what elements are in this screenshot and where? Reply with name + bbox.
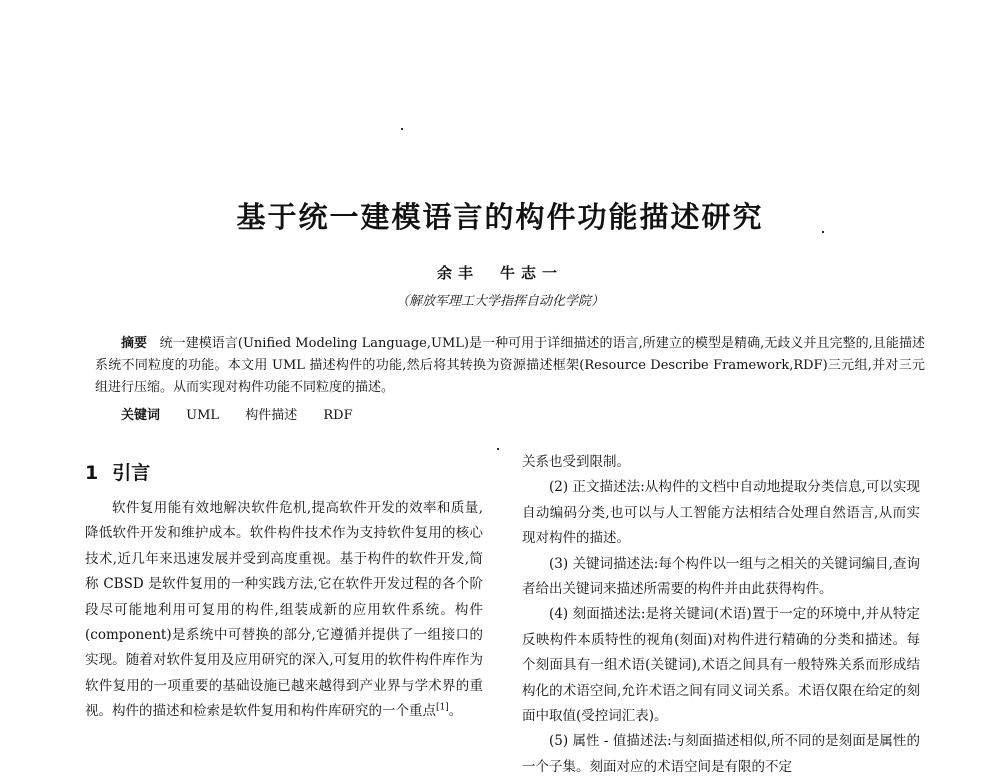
keyword: 构件描述 (245, 408, 298, 423)
abstract-label: 摘要 (121, 336, 148, 351)
paragraph-text: 软件复用能有效地解决软件危机,提高软件开发的效率和质量,降低软件开发和维护成本。软件构件技术作为支持软件复用的核心技术,近几年来迅速发展并受到高度重视。基于构件的软件开发,简称 CBSD 是软件复用的一种实践方法,它在软件开发过程的各个阶段尽可能地利用可复用的构件,组装成新的应用软件系统。构件(component)是系统中可替换的部分,它遵循并提供了一组接口的实现。随着对软件复用及应用研究的深入,可复用的软件构件库作为软件复用的一项重要的基础设施已越来越得到产业界与学术界的重视。构件的描述和检索是软件复用和构件库研究的一个重点 (85, 500, 483, 720)
authors: 余丰 牛志一 (436, 264, 563, 282)
right-column (522, 450, 920, 780)
keywords-label: 关键词 (121, 408, 161, 423)
paper-title: 基于统一建模语言的构件功能描述研究 (236, 200, 764, 234)
scan-speck (497, 448, 499, 450)
list-item: (4) 刻面描述法:是将关键词(术语)置于一定的环境中,并从特定反映构件本质特性的视角(刻面)对构件进行精确的分类和描述。每个刻面具有一组术语(关键词),术语之间具有一般特殊关系而形成结构化的术语空间,允许术语之间有同义词关系。术语仅限在给定的刻面中取值(受控词汇表)。 (522, 606, 920, 725)
abstract (95, 333, 925, 399)
section-number: 1 (85, 462, 99, 484)
section-title: 引言 (112, 462, 151, 484)
citation: [1] (436, 702, 449, 713)
affiliation: （解放军理工大学指挥自动化学院） (395, 294, 604, 309)
keyword: UML (186, 408, 220, 423)
list-item: (5) 属性 - 值描述法:与刻面描述相似,所不同的是刻面是属性的一个子集。刻面对应的术语空间是有限的不定 (522, 733, 920, 775)
abstract-text: 统一建模语言(Unified Modeling Language,UML)是一种可用于详细描述的语言,所建立的模型是精确,无歧义并且完整的,且能描述系统不同粒度的功能。本文用 UML 描述构件的功能,然后将其转换为资源描述框架(Resource Describe Framework,RDF)三元组,并对三元组进行压缩。从而实现对构件功能不同粒度的描述。 (95, 336, 925, 395)
list-item: (3) 关键词描述法:每个构件以一组与之相关的关键词编目,查询者给出关键词来描述所需要的构件并由此获得构件。 (522, 555, 920, 598)
scan-speck (401, 128, 403, 130)
left-column (85, 458, 483, 725)
keyword: RDF (323, 408, 353, 423)
paragraph (85, 496, 483, 725)
section-heading (85, 458, 483, 488)
list-item: (2) 正文描述法:从构件的文档中自动地提取分类信息,可以实现自动编码分类,也可以与人工智能方法相结合处理自然语言,从而实现对构件的描述。 (522, 479, 920, 547)
paragraph: 关系也受到限制。 (522, 454, 630, 470)
paragraph-end: 。 (448, 703, 463, 720)
keywords (121, 405, 921, 427)
